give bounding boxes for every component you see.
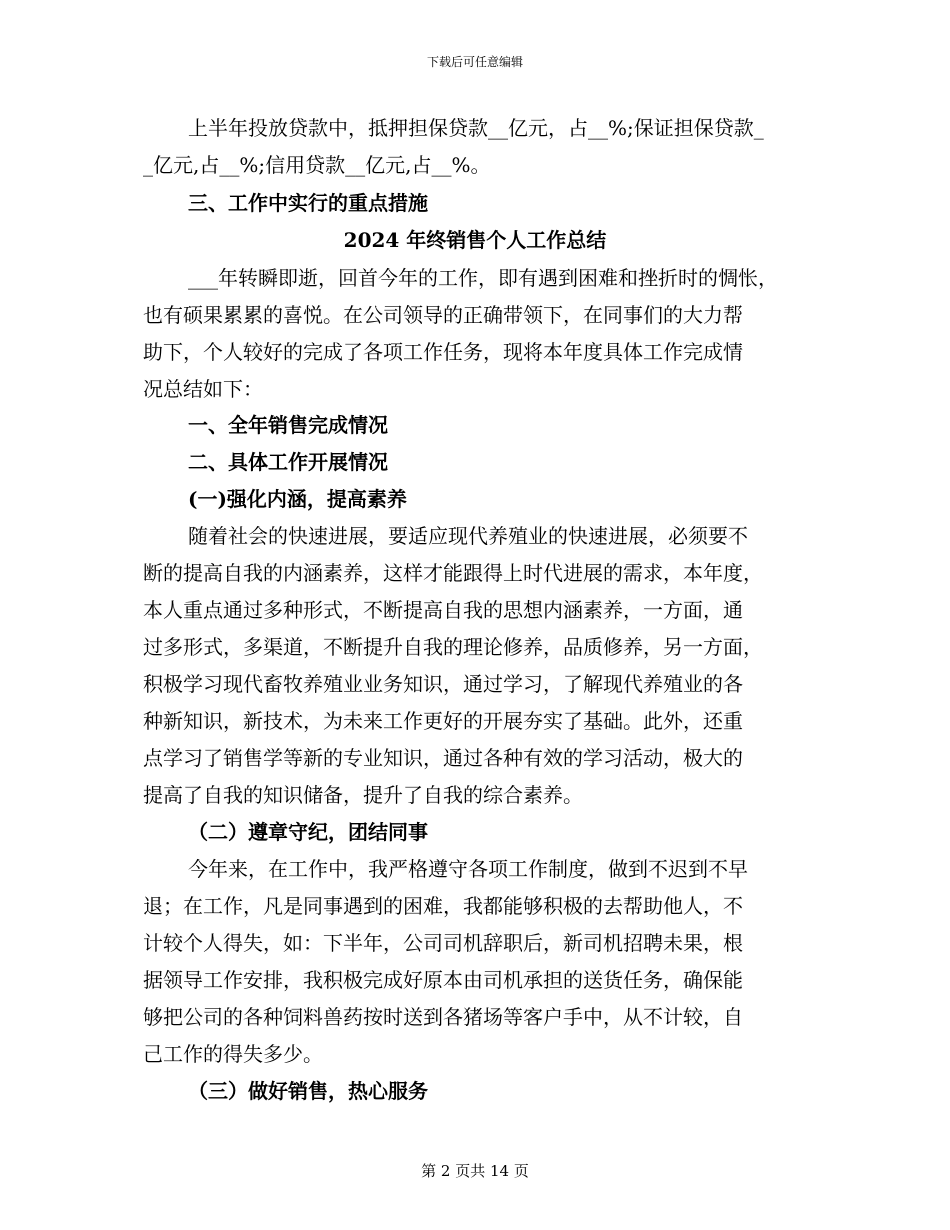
body-line: 本人重点通过多种形式，不断提高自我的思想内涵素养，一方面，通 [143, 598, 743, 622]
page-footer: 第 2 页共 14 页 [421, 1162, 529, 1180]
body-line: 况总结如下： [143, 377, 263, 401]
subsection-heading: (一)强化内涵，提高素养 [188, 487, 407, 511]
body-line: 断的提高自我的内涵素养，这样才能跟得上时代进展的需求，本年度， [143, 561, 763, 585]
page-header: 下载后可任意编辑 [426, 55, 523, 69]
body-line: 种新知识，新技术，为未来工作更好的开展夯实了基础。此外，还重 [143, 709, 743, 733]
body-line: 上半年投放贷款中，抵押担保贷款__亿元，占__%;保证担保贷款_ [188, 116, 764, 140]
body-line: 够把公司的各种饲料兽药按时送到各猪场等客户手中，从不计较，自 [143, 1005, 743, 1029]
body-line: 随着社会的快速进展，要适应现代养殖业的快速进展，必须要不 [188, 524, 748, 548]
body-line: 计较个人得失，如：下半年，公司司机辞职后，新司机招聘未果，根 [143, 931, 743, 955]
body-line: 过多形式，多渠道，不断提升自我的理论修养，品质修养，另一方面， [143, 635, 763, 659]
body-line: 己工作的得失多少。 [143, 1042, 323, 1066]
section-heading: 二、具体工作开展情况 [188, 450, 388, 474]
body-line: 今年来，在工作中，我严格遵守各项工作制度，做到不迟到不早 [188, 857, 748, 881]
body-line: 退；在工作，凡是同事遇到的困难，我都能够积极的去帮助他人，不 [143, 894, 743, 918]
document-title: 2024 年终销售个人工作总结 [343, 228, 607, 252]
body-line: _亿元,占__%;信用贷款__亿元,占__%。 [143, 153, 491, 177]
subsection-heading: （二）遵章守纪，团结同事 [188, 820, 428, 844]
body-line: 积极学习现代畜牧养殖业业务知识，通过学习，了解现代养殖业的各 [143, 672, 743, 696]
section-heading: 一、全年销售完成情况 [188, 413, 388, 437]
subsection-heading: （三）做好销售，热心服务 [188, 1079, 428, 1103]
body-line: ___年转瞬即逝，回首今年的工作，即有遇到困难和挫折时的惆怅， [188, 266, 778, 290]
section-heading: 三、工作中实行的重点措施 [188, 191, 428, 215]
body-line: 助下，个人较好的完成了各项工作任务，现将本年度具体工作完成情 [143, 340, 743, 364]
body-line: 提高了自我的知识储备，提升了自我的综合素养。 [143, 783, 583, 807]
body-line: 点学习了销售学等新的专业知识，通过各种有效的学习活动，极大的 [143, 746, 743, 770]
body-line: 也有硕果累累的喜悦。在公司领导的正确带领下，在同事们的大力帮 [143, 303, 743, 327]
body-line: 据领导工作安排，我积极完成好原本由司机承担的送货任务，确保能 [143, 968, 743, 992]
